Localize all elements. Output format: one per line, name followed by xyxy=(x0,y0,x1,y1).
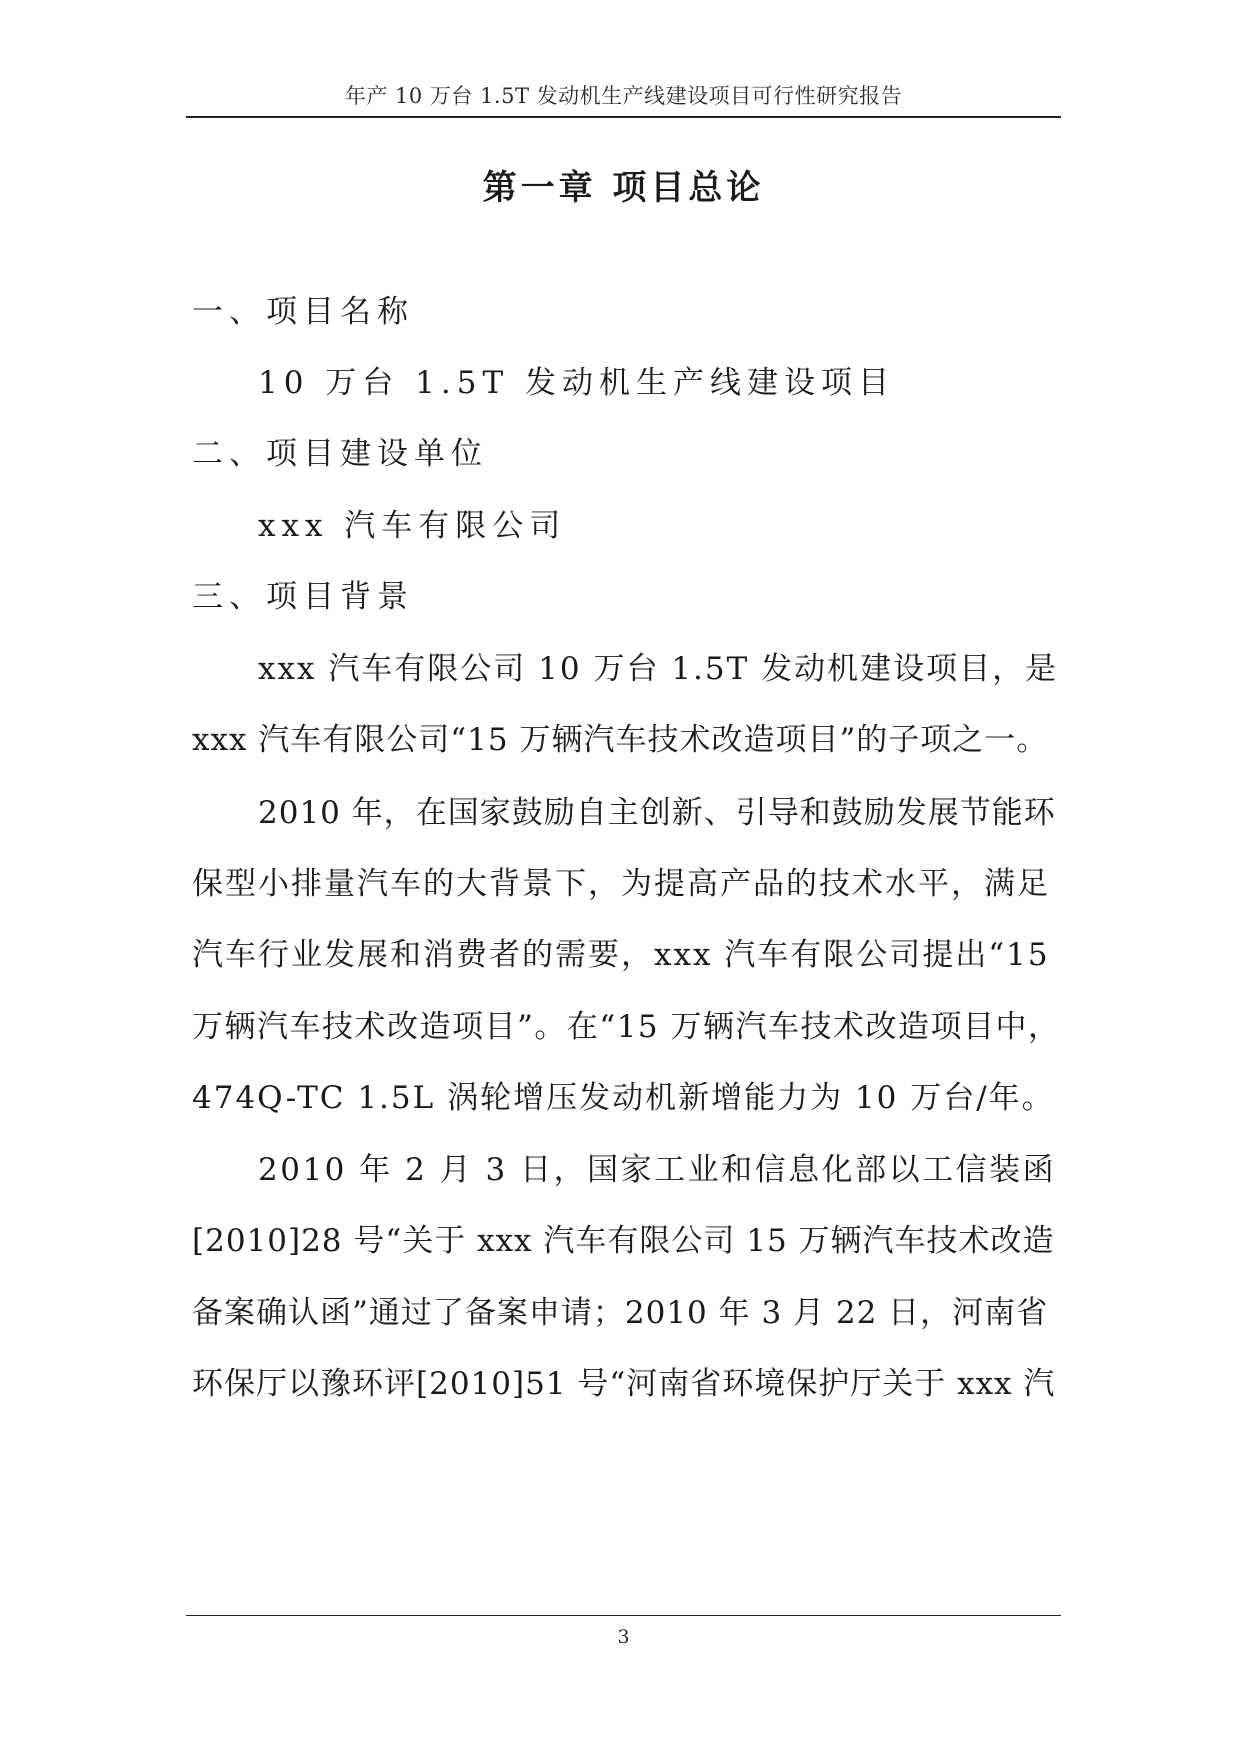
paragraph-line: 2010 年，在国家鼓励自主创新、引导和鼓励发展节能环 xyxy=(258,795,1056,831)
paragraph-line: xxx 汽车有限公司“15 万辆汽车技术改造项目”的子项之一。 xyxy=(192,722,1049,758)
paragraph-line: 保型小排量汽车的大背景下，为提高产品的技术水平，满足 xyxy=(192,866,1050,902)
paragraph-line: 万辆汽车技术改造项目”。在“15 万辆汽车技术改造项目中， xyxy=(192,1009,1061,1045)
page-number: 3 xyxy=(617,1626,630,1648)
paragraph-line: 2010 年 2 月 3 日，国家工业和信息化部以工信装函 xyxy=(258,1152,1057,1188)
section-heading-background: 三、项目背景 xyxy=(192,579,414,615)
paragraph-line: [2010]28 号“关于 xxx 汽车有限公司 15 万辆汽车技术改造 xyxy=(192,1223,1055,1259)
paragraph-line: 汽车行业发展和消费者的需要，xxx 汽车有限公司提出“15 xyxy=(192,937,1050,973)
paragraph-line: 474Q-TC 1.5L 涡轮增压发动机新增能力为 10 万台/年。 xyxy=(192,1080,1055,1116)
project-name-text: 10 万台 1.5T 发动机生产线建设项目 xyxy=(258,365,895,401)
section-heading-project-name: 一、项目名称 xyxy=(192,294,414,330)
paragraph-line: 环保厅以豫环评[2010]51 号“河南省环境保护厅关于 xxx 汽 xyxy=(192,1366,1056,1402)
paragraph-line: 备案确认函”通过了备案申请；2010 年 3 月 22 日，河南省 xyxy=(192,1295,1049,1331)
footer-rule xyxy=(186,1615,1061,1616)
running-header: 年产 10 万台 1.5T 发动机生产线建设项目可行性研究报告 xyxy=(344,84,903,108)
paragraph-line: xxx 汽车有限公司 10 万台 1.5T 发动机建设项目，是 xyxy=(258,651,1059,687)
construction-unit-text: xxx 汽车有限公司 xyxy=(258,508,567,544)
section-heading-construction-unit: 二、项目建设单位 xyxy=(192,436,488,472)
chapter-title: 第一章 项目总论 xyxy=(482,168,765,208)
header-rule xyxy=(186,116,1061,118)
